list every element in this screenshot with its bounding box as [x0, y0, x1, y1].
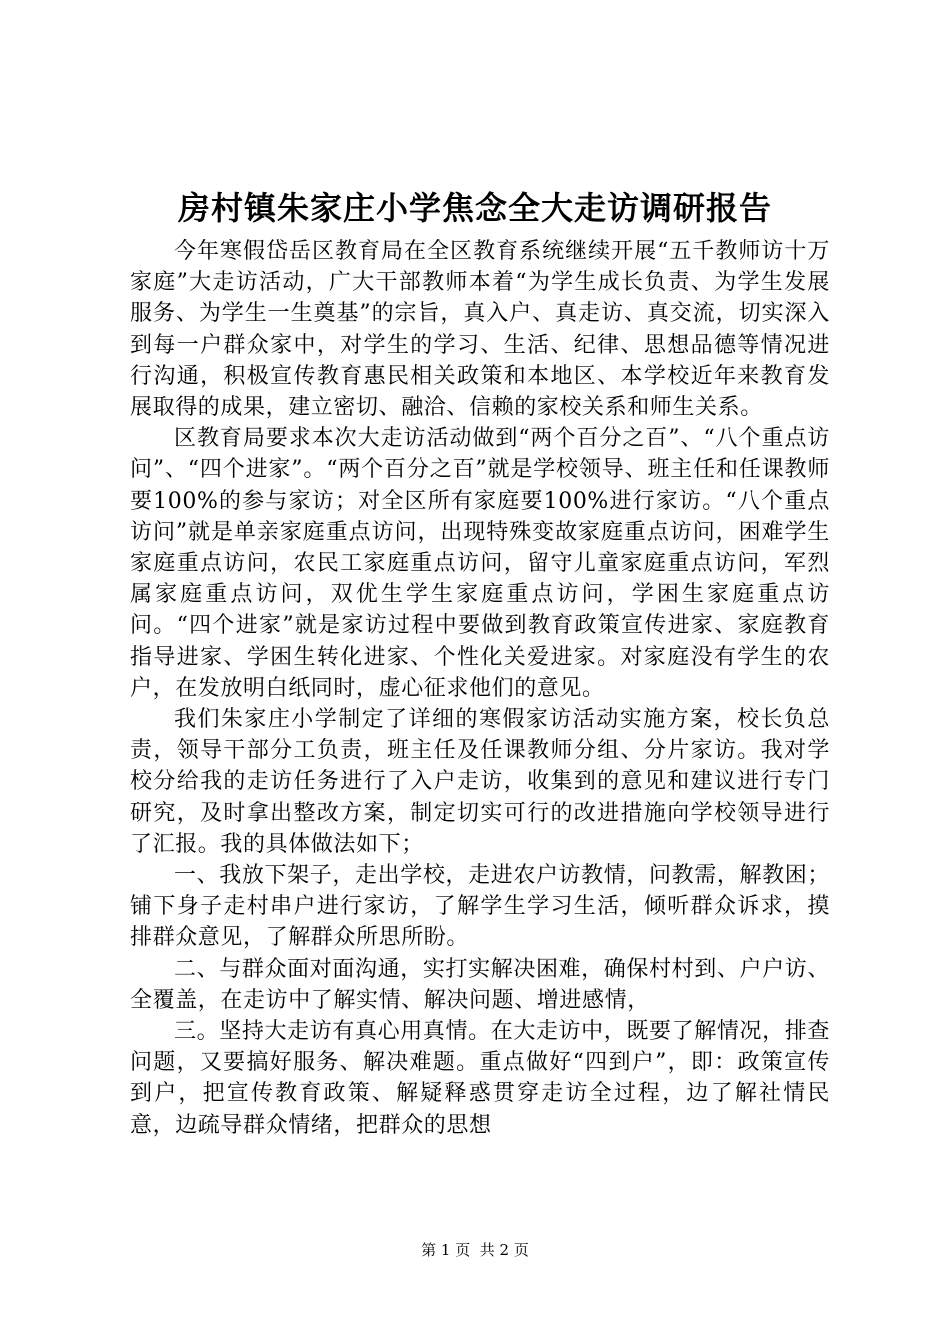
document-title: 房村镇朱家庄小学焦念全大走访调研报告 — [177, 189, 772, 227]
paragraph-point-three: 三。坚持大走访有真心用真情。在大走访中，既要了解情况，排查问题，又要搞好服务、解决难题。重点做好“四到户”，即：政策宣传到户，把宣传教育政策、解疑释惑贯穿走访全过程，边了解社情民意，边疏导群众情绪，把群众的思想 — [130, 1019, 830, 1138]
page-total: 共 2 页 — [479, 1241, 529, 1259]
page-footer — [0, 1240, 950, 1260]
page-number: 第 1 页 — [421, 1241, 471, 1259]
paragraph-requirements: 区教育局要求本次大走访活动做到“两个百分之百”、“八个重点访问”、“四个进家”。“两个百分之百”就是学校领导、班主任和任课教师要100%的参与家访；对全区所有家庭要100%进行家访。“八个重点访问”就是单亲家庭重点访问，出现特殊变故家庭重点访问，困难学生家庭重点访问，农民工家庭重点访问，留守儿童家庭重点访问，军烈属家庭重点访问，双优生学生家庭重点访问，学困生家庭重点访问。“四个进家”就是家访过程中要做到教育政策宣传进家、家庭教育指导进家、学困生转化进家、个性化关爱进家。对家庭没有学生的农户，在发放明白纸同时，虚心征求他们的意见。 — [130, 426, 830, 701]
document-body — [130, 236, 830, 1141]
paragraph-point-one: 一、我放下架子，走出学校，走进农户访教情，问教需，解教困；铺下身子走村串户进行家访，了解学生学习生活，倾听群众诉求，摸排群众意见，了解群众所思所盼。 — [130, 863, 830, 951]
paragraph-point-two: 二、与群众面对面沟通，实打实解决困难，确保村村到、户户访、全覆盖，在走访中了解实情、解决问题、增进感情， — [130, 956, 830, 1013]
paragraph-school-plan: 我们朱家庄小学制定了详细的寒假家访活动实施方案，校长负总责，领导干部分工负责，班主任及任课教师分组、分片家访。我对学校分给我的走访任务进行了入户走访，收集到的意见和建议进行专门研究，及时拿出整改方案，制定切实可行的改进措施向学校领导进行了汇报。我的具体做法如下； — [130, 707, 830, 857]
paragraph-intro: 今年寒假岱岳区教育局在全区教育系统继续开展“五千教师访十万家庭”大走访活动，广大干部教师本着“为学生成长负责、为学生发展服务、为学生一生奠基”的宗旨，真入户、真走访、真交流，切实深入到每一户群众家中，对学生的学习、生活、纪律、思想品德等情况进行沟通，积极宣传教育惠民相关政策和本地区、本学校近年来教育发展取得的成果，建立密切、融洽、信赖的家校关系和师生关系。 — [130, 239, 830, 421]
